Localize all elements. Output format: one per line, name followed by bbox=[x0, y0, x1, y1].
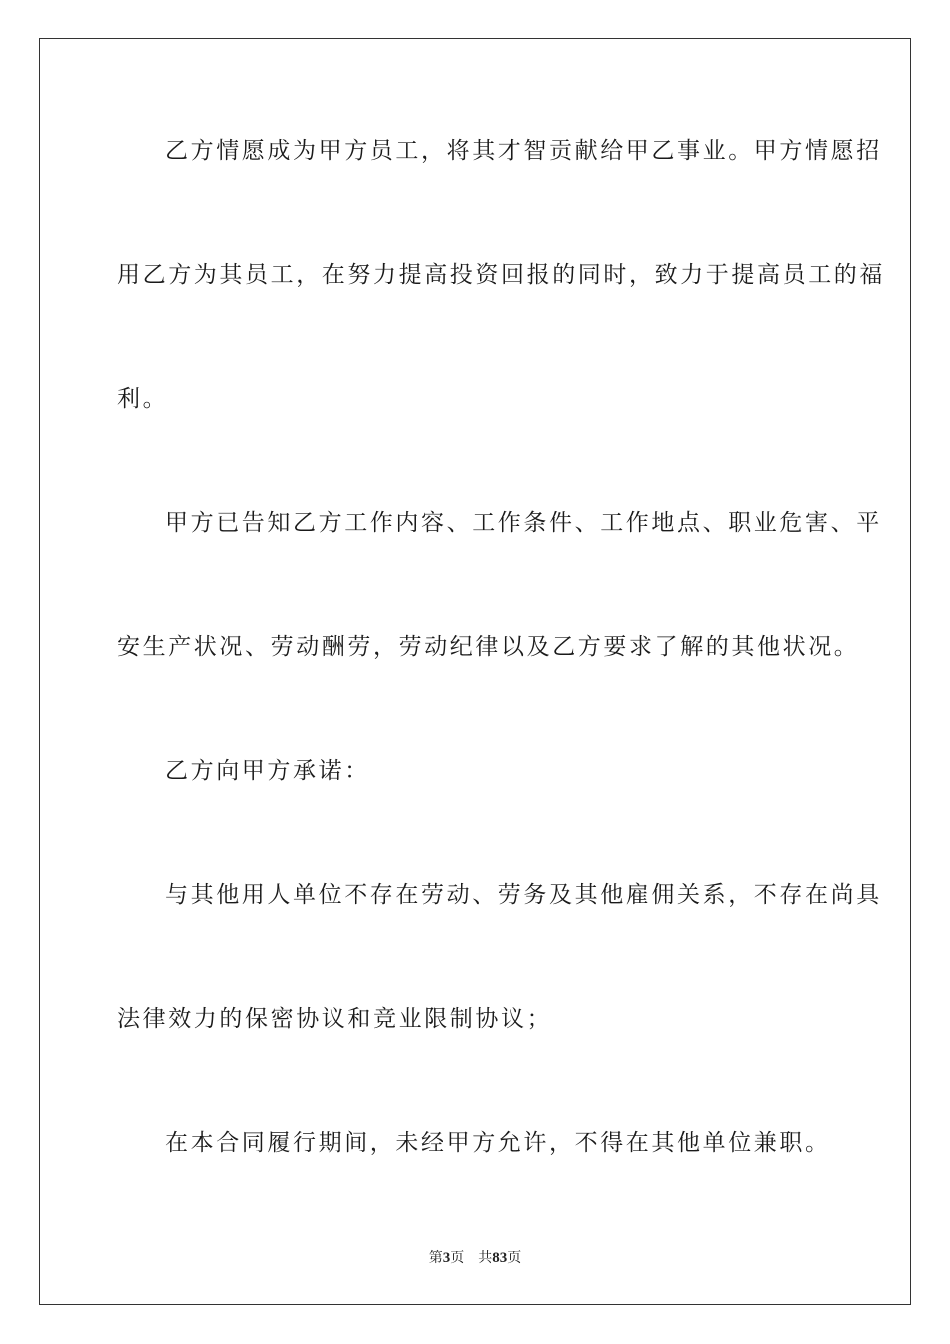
page-number: 3 bbox=[442, 1250, 451, 1266]
total-pages: 83 bbox=[492, 1250, 508, 1266]
page-footer bbox=[0, 1247, 950, 1267]
paragraph-2-line-2: 安生产状况、劳动酬劳，劳动纪律以及乙方要求了解的其他状况。 bbox=[117, 634, 860, 660]
paragraph-1-line-1: 乙方情愿成为甲方员工，将其才智贡献给甲乙事业。甲方情愿招 bbox=[165, 138, 882, 164]
paragraph-2-line-1: 甲方已告知乙方工作内容、工作条件、工作地点、职业危害、平 bbox=[165, 510, 882, 536]
total-suffix: 页 bbox=[507, 1250, 522, 1266]
page-prefix: 第 bbox=[428, 1250, 443, 1266]
page-border bbox=[39, 38, 911, 1305]
page-suffix: 页 bbox=[450, 1250, 465, 1266]
paragraph-1-line-2: 用乙方为其员工，在努力提高投资回报的同时，致力于提高员工的福 bbox=[117, 262, 885, 288]
total-prefix: 共 bbox=[478, 1250, 493, 1266]
paragraph-3-line-1: 乙方向甲方承诺： bbox=[165, 758, 370, 784]
paragraph-5-line-1: 在本合同履行期间，未经甲方允许，不得在其他单位兼职。 bbox=[165, 1130, 831, 1156]
paragraph-4-line-1: 与其他用人单位不存在劳动、劳务及其他雇佣关系，不存在尚具 bbox=[165, 882, 882, 908]
paragraph-1-line-3: 利。 bbox=[117, 386, 169, 412]
paragraph-4-line-2: 法律效力的保密协议和竞业限制协议； bbox=[117, 1006, 553, 1032]
